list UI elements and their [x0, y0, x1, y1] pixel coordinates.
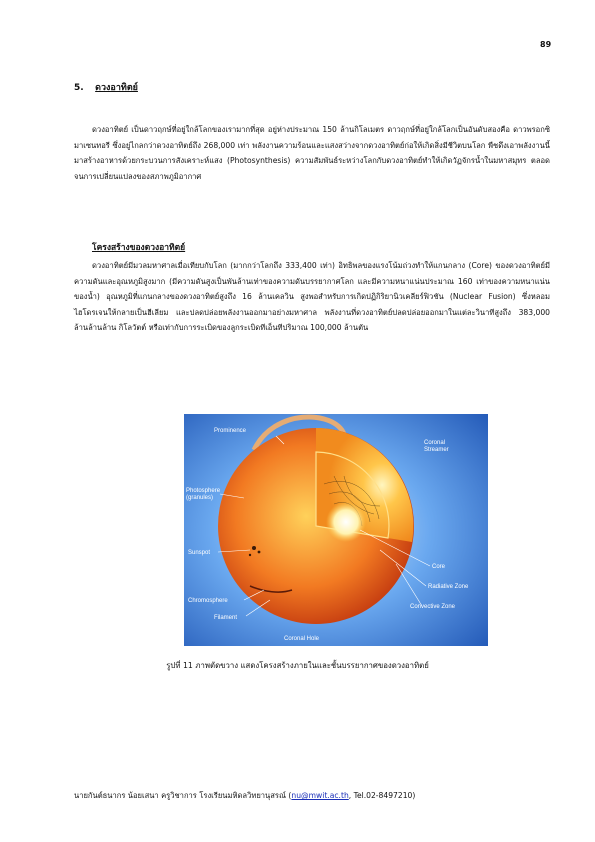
- label-coronal-streamer: [424, 440, 449, 453]
- section-title: ดวงอาทิตย์: [95, 83, 138, 93]
- label-core: Core: [432, 564, 446, 570]
- footer-email-link[interactable]: nu@mwit.ac.th: [291, 791, 349, 800]
- sun-cross-section-figure: [184, 414, 488, 646]
- label-sunspot: Sunspot: [188, 550, 211, 556]
- label-coronal-hole: Coronal Hole: [284, 636, 320, 642]
- footer-suffix: , Tel.02-8497210): [348, 791, 416, 800]
- page-number: 89: [540, 40, 552, 49]
- figure-caption: รูปที่ 11 ภาพตัดขวาง แสดงโครงสร้างภายในและชั้นบรรยากาศของดวงอาทิตย์: [166, 661, 429, 670]
- label-coronal-streamer-line1: Coronal: [424, 440, 446, 446]
- footer: [74, 790, 415, 802]
- subheading-structure: โครงสร้างของดวงอาทิตย์: [92, 243, 186, 253]
- label-radiative-zone: Radiative Zone: [428, 584, 469, 590]
- label-prominence: Prominence: [214, 428, 247, 434]
- label-filament: Filament: [214, 615, 238, 621]
- section-number: 5.: [74, 83, 84, 93]
- sun-diagram: [184, 414, 488, 646]
- label-convective-zone: Convective Zone: [410, 604, 456, 610]
- sun-core: [326, 502, 366, 542]
- section-heading: [74, 80, 138, 94]
- paragraph-structure: ดวงอาทิตย์มีมวลมหาศาลเมื่อเทียบกับโลก (มากกว่าโลกถึง 333,400 เท่า) อิทธิพลของแรงโน้มถ่วงทำให้แกนกลาง (Core) ของดวงอาทิตย์มีความดันและอุณหภูมิสูงมาก (มีความดันสูงเป็นพันล้านเท่าของความดันบรรยากาศโลก และมีความหนาแน่นประมาณ 160 เท่าของความหนาแน่นของน้ำ) อุณหภูมิที่แกนกลางของดวงอาทิตย์สูงถึง 16 ล้านเคลวิน สูงพอสำหรับการเกิดปฏิกิริยานิวเคลียร์ฟิวชัน (Nuclear Fusion) ซึ่งหลอมไฮโดรเจนให้กลายเป็นฮีเลียม และปลดปล่อยพลังงานออกมาอย่างมหาศาล พลังงานที่ดวงอาทิตย์ปลดปล่อยออกมาในแต่ละวินาทีสูงถึง 383,000 ล้านล้านล้าน กิโลวัตต์ หรือเท่ากับการระเบิดของลูกระเบิดทีเอ็นทีปริมาณ 100,000 ล้านตัน: [74, 261, 550, 333]
- label-coronal-streamer-line2: Streamer: [424, 447, 449, 453]
- paragraph-intro: ดวงอาทิตย์ เป็นดาวฤกษ์ที่อยู่ใกล้โลกของเรามากที่สุด อยู่ห่างประมาณ 150 ล้านกิโลเมตร ดาวฤกษ์ที่อยู่ใกล้โลกเป็นอันดับสองคือ ดาวพรอกซิมาเซนทอรี ซึ่งอยู่ไกลกว่าดวงอาทิตย์ถึง 268,000 เท่า พลังงานความร้อนและแสงสว่างจากดวงอาทิตย์ก่อให้เกิดสิ่งมีชีวิตบนโลก พืชดึงเอาพลังงานนี้มาสร้างอาหารด้วยกระบวนการสังเคราะห์แสง (Photosynthesis) ความสัมพันธ์ระหว่างโลกกับดวงอาทิตย์ทำให้เกิดวัฏจักรน้ำในมหาสมุทร ตลอดจนการเปลี่ยนแปลงของสภาพภูมิอากาศ: [74, 125, 550, 181]
- label-chromosphere: Chromosphere: [188, 598, 228, 604]
- label-photosphere-line1: Photosphere: [186, 488, 221, 494]
- label-photosphere-line2: (granules): [186, 495, 214, 501]
- footer-prefix: นายกันต์ธนากร น้อยเสนา ครูวิชาการ โรงเรียนมหิดลวิทยานุสรณ์ (: [74, 791, 292, 800]
